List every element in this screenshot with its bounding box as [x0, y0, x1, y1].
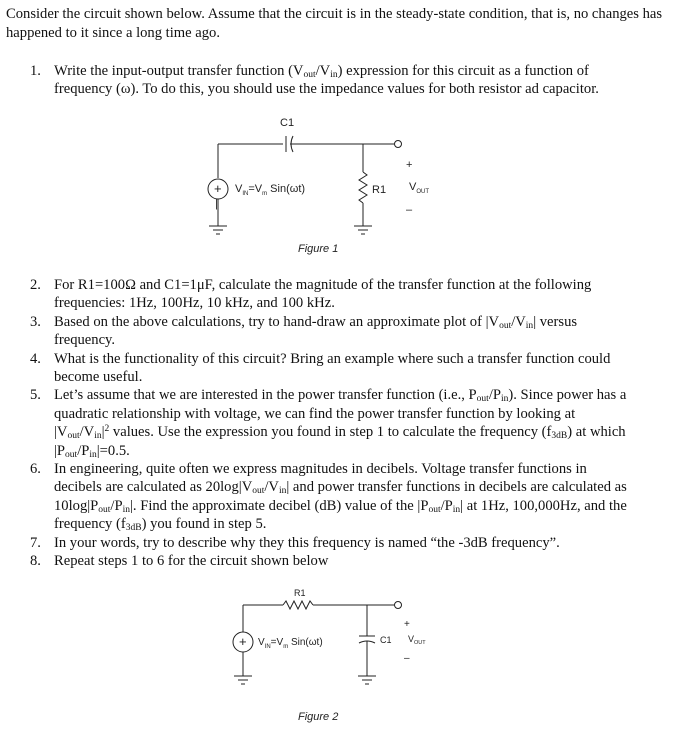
question-7: 7. In your words, try to describe why they this frequency is named “the -3dB frequency”.	[30, 534, 560, 551]
cap-label: C1	[380, 635, 392, 645]
source-plus: +	[214, 181, 222, 196]
cap-label: C1	[280, 117, 295, 129]
question-5: 5. Let’s assume that we are interested in the power transfer function (i.e., $P_{out}/P_{in}$). Since power has a quadratic relationship with voltage, we can find the power transfer function by looking at $|V_{out}/V_{in}|^2$ values. Use the expression you found in step 1 to calculate the frequency $(f_{3dB})$ at which $|P_{out}/P_{in}|=0.5$.	[30, 387, 627, 460]
voltage-source	[233, 632, 253, 652]
vout-minus: –	[404, 653, 410, 664]
source-label: $V_{IN}=V_m$ Sin(ωt)	[258, 637, 323, 650]
question-3: 3. Based on the above calculations, try to hand-draw an approximate plot of $|V_{out}/V_{in}|$ versus frequency.	[30, 313, 578, 349]
source-minus: |	[215, 198, 218, 210]
capacitor-plate	[359, 641, 375, 643]
source-plus: +	[239, 634, 247, 649]
question-1: 1. Write the input-output transfer function $(V_{out}/V_{in})$ expression for this circuit as a function of frequency (ω). To do this, you should use the impedance values for both resistor ad capacitor.	[30, 63, 599, 98]
figure-1-caption: Figure 1	[298, 243, 339, 255]
res-label: R1	[294, 588, 306, 598]
vout-plus: +	[406, 159, 413, 171]
capacitor-plate	[291, 136, 293, 152]
vout-plus: +	[404, 619, 410, 630]
intro-paragraph: Consider the circuit shown below. Assume that the circuit is in the steady-state condition, that is, no changes has happened to it since a long time ago.	[6, 6, 663, 41]
resistor-r1	[359, 172, 367, 203]
question-list-top	[0, 62, 677, 99]
voltage-source	[208, 179, 228, 199]
source-label: $V_{IN}=V_m$ Sin(ωt)	[235, 183, 306, 197]
question-6: 6. In engineering, quite often we express magnitudes in decibels. Voltage transfer functions in decibels are calculated as $20\log|V_{out}/V_{in}|$ and power transfer functions in decibels are calculated as $10\log|P_{out}/P_{in}|$. Find the approximate decibel (dB) value of the $|P_{out}/P_{in}|$ at 1Hz, 100,000Hz, and the frequency $(f_{3dB})$ you found in step 5.	[30, 461, 627, 534]
res-label: R1	[372, 184, 387, 196]
output-terminal	[395, 602, 402, 609]
question-8: 8. Repeat steps 1 to 6 for the circuit shown below	[30, 553, 329, 570]
resistor-r1	[283, 601, 313, 609]
vout-label: $V_{OUT}$	[409, 181, 430, 195]
vout-minus: –	[406, 204, 413, 216]
vout-label: $V_{OUT}$	[408, 634, 426, 646]
question-4: 4. What is the functionality of this circuit? Bring an example where such a transfer function could become useful.	[30, 350, 611, 386]
question-2: 2. For R1=100Ω and C1=1μF, calculate the magnitude of the transfer function at the following frequencies: 1Hz, 100Hz, 10 kHz, and 100 kHz.	[30, 277, 592, 312]
figure-2-caption: Figure 2	[298, 711, 339, 723]
question-list-bottom	[0, 276, 677, 571]
question-number: 1.	[30, 63, 41, 79]
output-terminal	[395, 141, 402, 148]
